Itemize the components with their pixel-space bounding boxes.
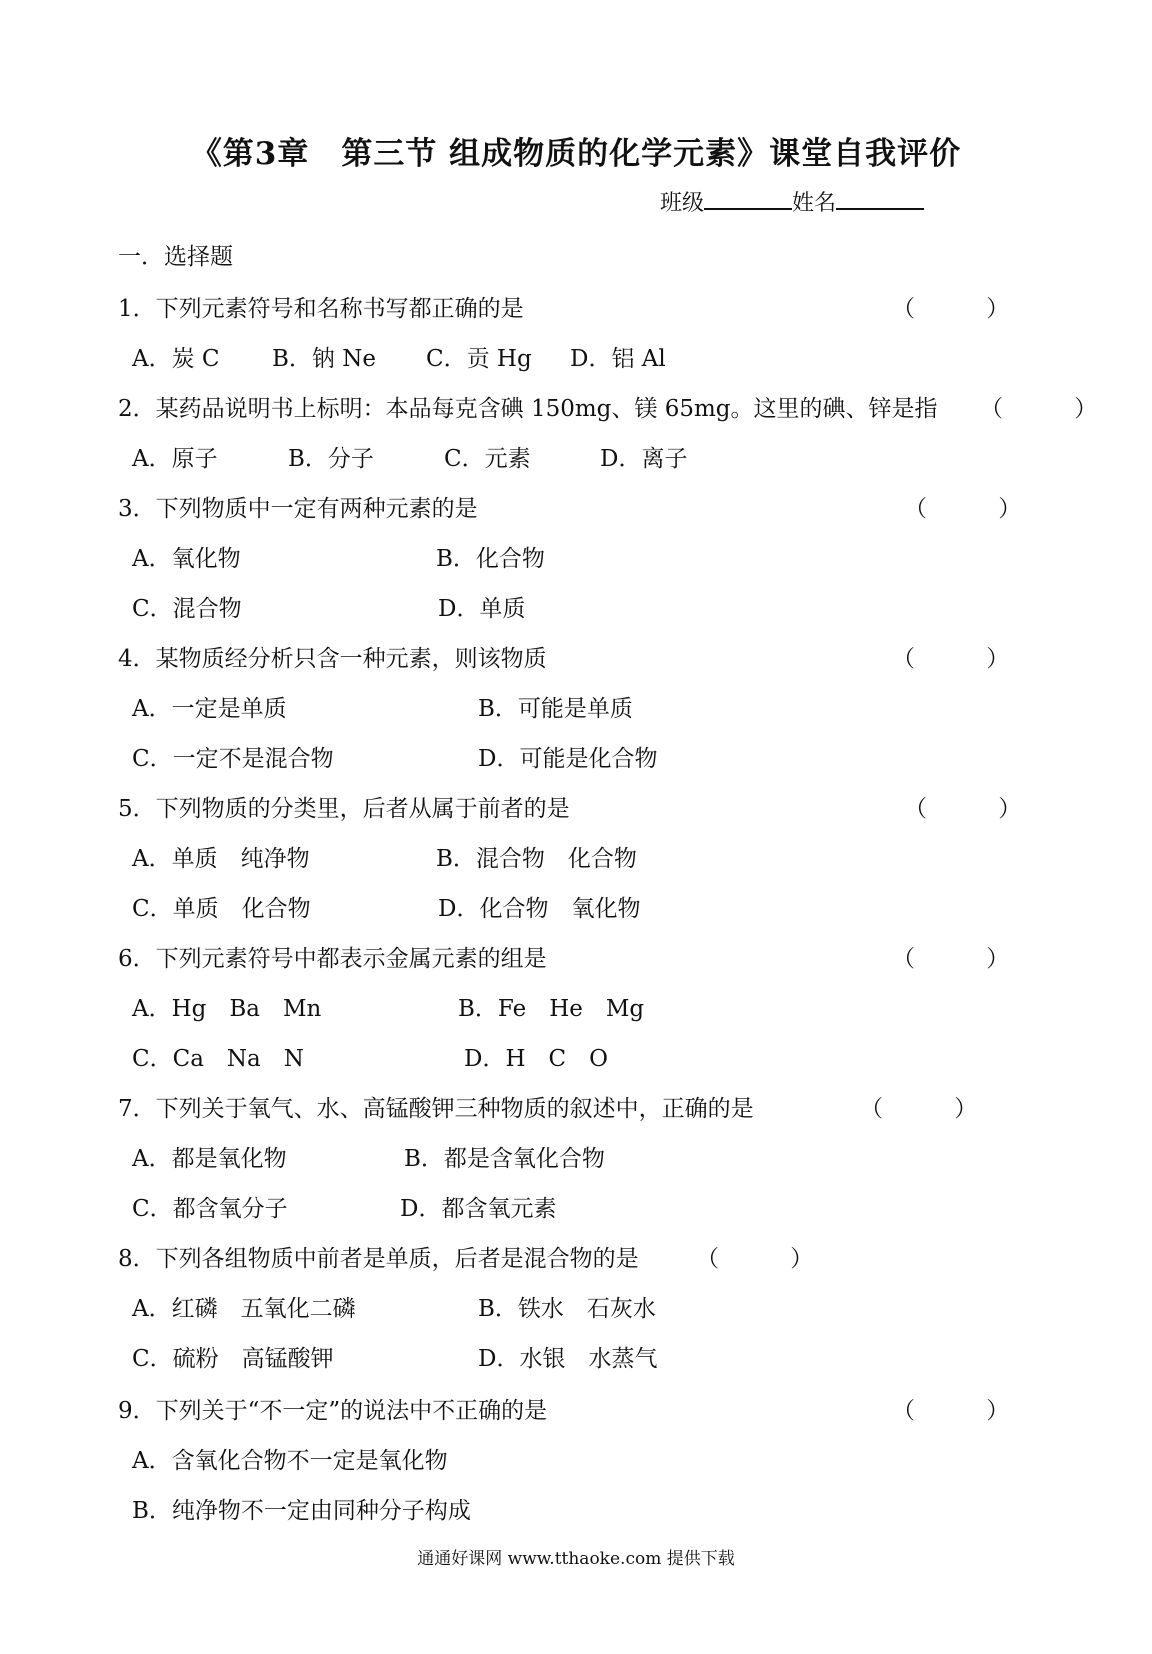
option: A．红磷 五氧化二磷 bbox=[132, 1296, 356, 1322]
option: C．元素 bbox=[444, 446, 531, 472]
question-stem: 6．下列元素符号中都表示金属元素的组是 bbox=[118, 946, 547, 972]
question-stem: 4．某物质经分析只含一种元素，则该物质 bbox=[118, 646, 547, 672]
option: B．可能是单质 bbox=[478, 696, 633, 722]
option: A．氧化物 bbox=[132, 546, 241, 572]
option: D．化合物 氧化物 bbox=[438, 896, 641, 922]
option: B．钠 Ne bbox=[272, 346, 376, 372]
answer-paren: （ ） bbox=[860, 1096, 1010, 1122]
name-field bbox=[792, 186, 924, 217]
option: A．一定是单质 bbox=[132, 696, 287, 722]
question-stem: 5．下列物质的分类里，后者从属于前者的是 bbox=[118, 796, 570, 822]
option: B．铁水 石灰水 bbox=[478, 1296, 656, 1322]
answer-paren: （ ） bbox=[904, 496, 1054, 522]
question-stem: 1．下列元素符号和名称书写都正确的是 bbox=[118, 296, 524, 322]
question-stem: 2．某药品说明书上标明：本品每克含碘 150mg、镁 65mg。这里的碘、锌是指 bbox=[118, 396, 938, 422]
option: D．水银 水蒸气 bbox=[478, 1346, 658, 1372]
question-stem: 9．下列关于“不一定”的说法中不正确的是 bbox=[118, 1398, 548, 1424]
question-stem: 7．下列关于氧气、水、高锰酸钾三种物质的叙述中，正确的是 bbox=[118, 1096, 754, 1122]
option: D．离子 bbox=[600, 446, 688, 472]
page-title: 《第3章 第三节 组成物质的化学元素》课堂自我评价 bbox=[190, 136, 962, 172]
question-stem: 3．下列物质中一定有两种元素的是 bbox=[118, 496, 478, 522]
option: D．铝 Al bbox=[570, 346, 666, 372]
option: D．H C O bbox=[464, 1046, 608, 1072]
option: B．Fe He Mg bbox=[458, 996, 645, 1022]
option: B．都是含氧化合物 bbox=[404, 1146, 605, 1172]
question-stem: 8．下列各组物质中前者是单质，后者是混合物的是 bbox=[118, 1246, 639, 1272]
name-blank bbox=[836, 190, 924, 210]
answer-paren: （ ） bbox=[892, 1398, 1042, 1424]
class-blank bbox=[704, 190, 792, 210]
option: C．都含氧分子 bbox=[132, 1196, 288, 1222]
option: D．单质 bbox=[438, 596, 526, 622]
option: C．单质 化合物 bbox=[132, 896, 311, 922]
option: C．一定不是混合物 bbox=[132, 746, 334, 772]
option: C．混合物 bbox=[132, 596, 242, 622]
option: B．分子 bbox=[288, 446, 374, 472]
option: A．原子 bbox=[132, 446, 218, 472]
option: D．都含氧元素 bbox=[400, 1196, 557, 1222]
answer-paren: （ ） bbox=[892, 946, 1042, 972]
footer-credit: 通通好课网 www.tthaoke.com 提供下载 bbox=[417, 1549, 735, 1569]
class-label: 班级 bbox=[660, 191, 705, 216]
option: A．炭 C bbox=[132, 346, 220, 372]
class-field bbox=[660, 186, 792, 217]
option: C．Ca Na N bbox=[132, 1046, 304, 1072]
option: B．化合物 bbox=[436, 546, 545, 572]
answer-paren: （ ） bbox=[696, 1246, 846, 1272]
option: B．纯净物不一定由同种分子构成 bbox=[132, 1498, 471, 1524]
name-label: 姓名 bbox=[792, 191, 837, 216]
option: A．Hg Ba Mn bbox=[132, 996, 322, 1022]
option: B．混合物 化合物 bbox=[436, 846, 637, 872]
answer-paren: （ ） bbox=[892, 296, 1042, 322]
option: C．硫粉 高锰酸钾 bbox=[132, 1346, 334, 1372]
option: A．都是氧化物 bbox=[132, 1146, 287, 1172]
answer-paren: （ ） bbox=[904, 796, 1054, 822]
option: C．贡 Hg bbox=[426, 346, 532, 372]
answer-paren: （ ） bbox=[892, 646, 1042, 672]
section-heading: 一．选择题 bbox=[118, 244, 233, 270]
option: A．单质 纯净物 bbox=[132, 846, 310, 872]
option: D．可能是化合物 bbox=[478, 746, 658, 772]
answer-paren: （ ） bbox=[980, 396, 1130, 422]
option: A．含氧化合物不一定是氧化物 bbox=[132, 1448, 448, 1474]
